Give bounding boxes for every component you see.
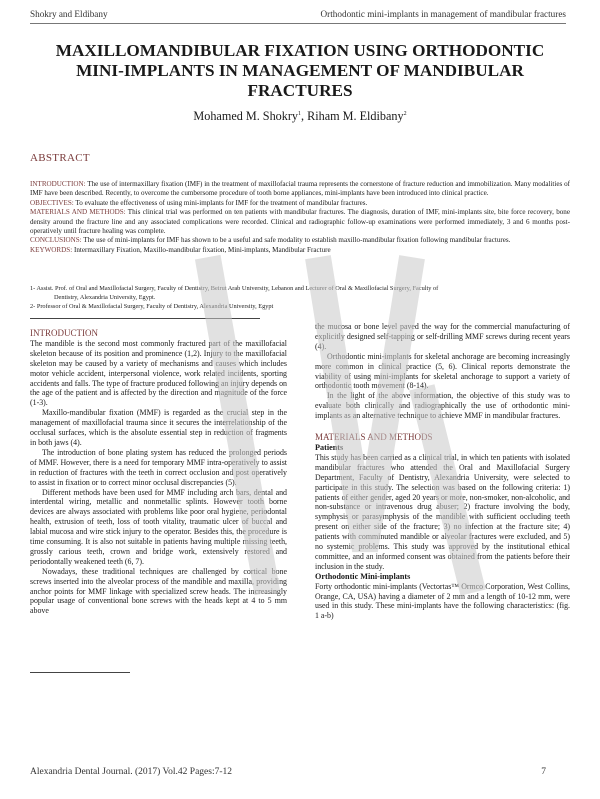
abstract-methods: [30, 208, 570, 236]
abstract-objectives: [30, 199, 570, 208]
abstract-conclusions-label: CONCLUSIONS:: [30, 236, 82, 245]
intro-paragraph-3: The introduction of bone plating system has reduced the prolonged periods of MMF. However, there is a need for temporary MMF intra-operatively to assist in reduction of fractures with the teeth in correct occlusion and post operatively to assist in fixation or to correct minor occlusal discrepancies (5).: [30, 447, 287, 487]
affiliation-divider: [30, 318, 260, 319]
affiliation-1-cont: Dentistry, Alexandria University, Egypt.: [54, 294, 156, 301]
abstract-heading: ABSTRACT: [30, 152, 90, 164]
author-2: Riham M. Eldibany: [307, 109, 404, 123]
affiliation-2: 2- Professor of Oral & Maxillofacial Surgery, Faculty of Dentistry, Alexandria University, Egypt: [30, 303, 274, 310]
abstract-keywords-text: Intermaxillary Fixation, Maxillo-mandibular fixation, Mini-implants, Mandibular Fracture: [73, 245, 331, 254]
methods-heading: MATERIALS AND METHODS: [315, 432, 433, 443]
abstract-introduction-label: INTRODUCTION:: [30, 180, 86, 188]
abstract-methods-label: MATERIALS AND METHODS:: [30, 208, 126, 217]
abstract-keywords-label: KEYWORDS:: [30, 245, 73, 254]
paper-title: MAXILLOMANDIBULAR FIXATION USING ORTHODONTIC MINI-IMPLANTS IN MANAGEMENT OF MANDIBULAR FRACTURES: [55, 41, 545, 100]
abstract-body: [30, 180, 570, 255]
author-1: Mohamed M. Shokry: [193, 109, 299, 123]
intro-paragraph-1: The mandible is the second most commonly fractured part of the maxillofacial skeleton because of its position and prominence (1,2). Injury to the maxillofacial skeleton may be caused by a variety of mechanisms and causes which includes motor vehicle accident, interpersonal violence, work related incidents, sporting accidents and falls. The type of fracture produced following an injury depends on the age of the patient and is affected by the direction and magnitude of the force (1-3).: [30, 338, 287, 408]
intro-paragraph-2: Maxillo-mandibular fixation (MMF) is regarded as the crucial step in the management of maxillofacial trauma since it secures the interrelationship of the occlusal surfaces, which is the absolute essential step in reduction of fragments in both jaws (4).: [30, 408, 287, 447]
running-header-authors: Shokry and Eldibany: [30, 9, 108, 19]
author-separator: ,: [301, 109, 308, 123]
intro-paragraph-4: Different methods have been used for MMF including arch bars, dental and interdental wiring, metallic and nonmetallic splints. However tooth borne devices are always associated with problems like poor oral hygiene, periodontal health, extrusion of teeth, loss of tooth vitality, traumatic ulcer of buccal and labial mucosa and wire stick injury to the operator. Besides this, the procedure is time consuming. It is also not suitable in patients having multiple missing teeth, grossly carious teeth, crown and bridge work, extensively restored and periodontally weakened teeth (6, 7).: [30, 487, 287, 566]
author-1-affil-mark: 1: [298, 110, 302, 117]
abstract-objectives-label: OBJECTIVES:: [30, 198, 74, 207]
affiliation-1: 1- Assist. Prof. of Oral and Maxillofacial Surgery, Faculty of Dentistry, Beirut Arab University, Lebanon and Lecturer of Oral & Maxillofacial Surgery, Faculty of: [30, 285, 439, 292]
abstract-keywords: [30, 246, 570, 255]
author-2-affil-mark: 2: [403, 110, 407, 117]
abstract-objectives-text: To evaluate the effectiveness of using mini-implants for IMF for the treatment of mandibular fractures.: [75, 198, 368, 207]
abstract-conclusions: [30, 236, 570, 245]
intro-paragraph-5: Nowadays, these traditional techniques are challenged by cortical bone screws inserted into the alveolar process of the mandible and maxilla, providing anchor points for MMF linkage with specialized screw heads. The increasingly popular usage of conventional bone screws with the heads kept at 4 to 5 mm above: [30, 566, 287, 616]
abstract-conclusions-text: The use of mini-implants for IMF has shown to be a useful and safe modality to establish maxillo-mandibular fixation following mandibular fractures.: [83, 236, 511, 245]
affiliations: [30, 284, 570, 311]
introduction-heading: INTRODUCTION: [30, 328, 98, 338]
body-column-right: [315, 322, 570, 621]
author-line: [0, 109, 600, 124]
mini-implants-heading: Orthodontic Mini-implants: [315, 571, 411, 581]
running-header-title: Orthodontic mini-implants in management of mandibular fractures: [320, 9, 566, 19]
abstract-methods-text: This clinical trial was performed on ten patients with mandibular fractures. The diagnosis, duration of IMF, mini-implants site, bite force recovery, bone density around the fracture line and any associated complications were recorded. Clinical and radiographic follow-up examinations were performed immediately, 3 and 6 months post-operatively until fracture healing was complete.: [30, 208, 570, 236]
patients-heading: Patients: [315, 442, 344, 452]
journal-citation: Alexandria Dental Journal. (2017) Vol.42 Pages:7-12: [30, 767, 233, 777]
header-divider: [30, 23, 566, 24]
intro-paragraph-7: Orthodontic mini-implants for skeletal anchorage are becoming increasingly more common in clinical practice (5, 6). Clinical reports demonstrate the viability of using mini-implants for skeletal anchorage to support a variety of orthodontic tooth movement (8-14).: [315, 351, 570, 391]
body-column-left: [30, 329, 287, 616]
mini-implants-paragraph: Forty orthodontic mini-implants (Vectortas™ Ormco Corporation, West Collins, Orange, CA, USA) having a diameter of 2 mm and a length of 10-12 mm, were used in this study. These mini-implants have the following characteristics: (fig. 1 a-b): [315, 581, 570, 621]
patients-paragraph: This study has been carried as a clinical trial, in which ten patients with isolated mandibular fractures who attended the Oral and Maxillofacial Surgery Department, Faculty of Dentistry, Alexandria University, were selected to participate in this study. The selection was based on the following criteria: 1) patients of either gender, aged 20 years or more, non-smoker, non-alcoholic, and non-substance or intravenous drug abuser; 2) fracture involving the body, symphysis or parasymphysis of the mandible with sufficient occluding teeth present on either side of the fracture; 3) no infection at the fracture site; 4) patients with comminuted mandible or alveolar fractures were excluded, and 5) no systemic problems. This study was approved by the institutional ethical committee, and an informed consent was obtained from the patients before their inclusion in the study.: [315, 452, 570, 571]
footer-divider: [30, 672, 130, 673]
abstract-introduction: [30, 180, 570, 199]
intro-paragraph-8: In the light of the above information, the objective of this study was to evaluate both clinically and radiographically the use of orthodontic mini-implants as an alternative technique to achieve MMF in mandibular fractures.: [315, 391, 570, 421]
abstract-introduction-text: The use of intermaxillary fixation (IMF) in the treatment of maxillofacial trauma represents the cornerstone of fracture reduction and immobilization. Many modalities of IMF have been described. Recently, to overcome the cumbersome procedure of tooth borne appliances, mini-implants have been introduced into clinical practice.: [30, 180, 570, 198]
intro-paragraph-6: the mucosa or bone level paved the way for the commercial manufacturing of explicitly designed self-tapping or self-drilling MMF screws during recent years (4).: [315, 322, 570, 351]
page-number: 7: [541, 767, 546, 777]
